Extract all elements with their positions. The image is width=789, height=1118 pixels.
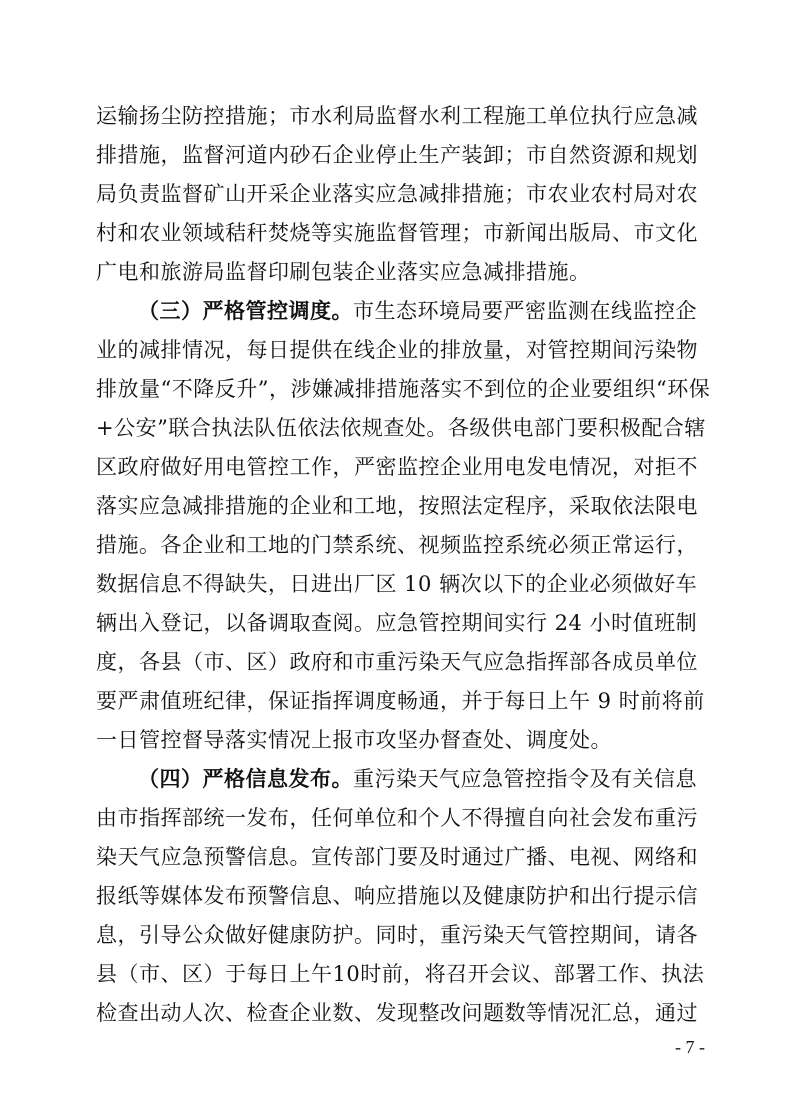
paragraph-2-first-line-text: 市生态环境局要严密监测在线监控企 bbox=[353, 299, 697, 323]
section-heading-3: （三）严格管控调度。 bbox=[138, 298, 353, 323]
paragraph-3-line-5: 息，引导公众做好健康防护。同时，重污染天气管控期间，请各 bbox=[96, 923, 698, 947]
paragraph-2-line-12: 一日管控督导落实情况上报市攻坚办督查处、调度处。 bbox=[96, 728, 612, 752]
paragraph-1-line-2: 排措施，监督河道内砂石企业停止生产装卸；市自然资源和规划 bbox=[96, 143, 698, 167]
page-number: - 7 - bbox=[675, 1037, 705, 1057]
paragraph-3-line-6: 县（市、区）于每日上午10时前，将召开会议、部署工作、执法 bbox=[96, 962, 705, 986]
paragraph-3-line-3: 染天气应急预警信息。宣传部门要及时通过广播、电视、网络和 bbox=[96, 845, 698, 869]
paragraph-2-line-6: 落实应急减排措施的企业和工地，按照法定程序，采取依法限电 bbox=[96, 494, 698, 518]
paragraph-2-line-9: 辆出入登记，以备调取查阅。应急管控期间实行 24 小时值班制 bbox=[96, 611, 698, 635]
paragraph-2-line-3: 排放量“不降反升”，涉嫌减排措施落实不到位的企业要组织“环保 bbox=[96, 377, 711, 401]
paragraph-2-line-10: 度，各县（市、区）政府和市重污染天气应急指挥部各成员单位 bbox=[96, 650, 698, 674]
paragraph-1-line-3: 局负责监督矿山开采企业落实应急减排措施；市农业农村局对农 bbox=[96, 182, 698, 206]
paragraph-1-line-1: 运输扬尘防控措施；市水利局监督水利工程施工单位执行应急减 bbox=[96, 104, 698, 128]
paragraph-2-line-7: 措施。各企业和工地的门禁系统、视频监控系统必须正常运行， bbox=[96, 533, 698, 557]
paragraph-3-line-2: 由市指挥部统一发布，任何单位和个人不得擅自向社会发布重污 bbox=[96, 806, 698, 830]
paragraph-2-line-1 bbox=[138, 292, 696, 330]
paragraph-1-line-5: 广电和旅游局监督印刷包装企业落实应急减排措施。 bbox=[96, 260, 591, 284]
paragraph-1-line-4: 村和农业领域秸秆焚烧等实施监督管理；市新闻出版局、市文化 bbox=[96, 221, 698, 245]
paragraph-3-first-line-text: 重污染天气应急管控指令及有关信息 bbox=[353, 767, 697, 791]
paragraph-2-line-2: 业的减排情况，每日提供在线企业的排放量，对管控期间污染物 bbox=[96, 338, 698, 362]
paragraph-3-line-4: 报纸等媒体发布预警信息、响应措施以及健康防护和出行提示信 bbox=[96, 884, 698, 908]
paragraph-2-line-4: +公安”联合执法队伍依法依规查处。各级供电部门要积极配合辖 bbox=[96, 416, 706, 440]
section-heading-4: （四）严格信息发布。 bbox=[138, 766, 353, 791]
paragraph-2-line-8: 数据信息不得缺失，日进出厂区 10 辆次以下的企业必须做好车 bbox=[96, 572, 698, 596]
paragraph-3-line-1 bbox=[138, 760, 696, 798]
paragraph-2-line-11: 要严肃值班纪律，保证指挥调度畅通，并于每日上午 9 时前将前 bbox=[96, 689, 705, 713]
paragraph-2-line-5: 区政府做好用电管控工作，严密监控企业用电发电情况，对拒不 bbox=[96, 455, 698, 479]
paragraph-3-line-7: 检查出动人次、检查企业数、发现整改问题数等情况汇总，通过 bbox=[96, 1001, 698, 1025]
